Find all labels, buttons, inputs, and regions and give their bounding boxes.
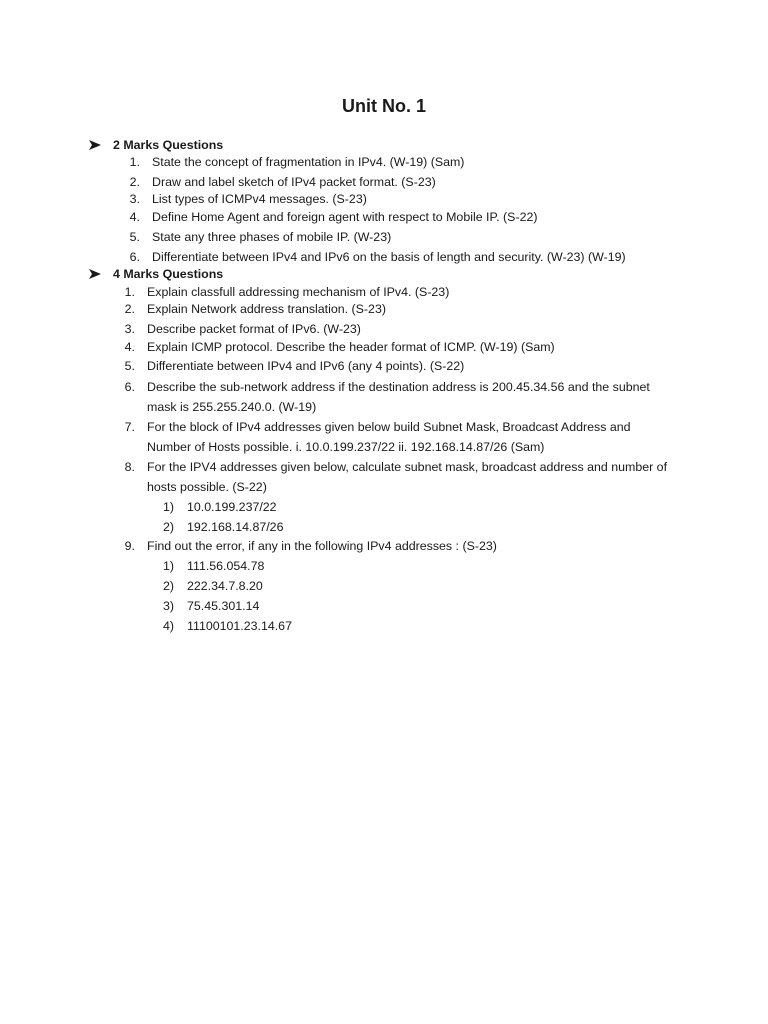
document-page: Unit No. 1 2 Marks Questions 1. State the concept of fragmentation in IPv4. (W-19) (Sam) 2. Draw and label sketch of IPv4 packet format. (S-23) 3. List types of ICMPv4 messages. (S-23) 4. Define Home Agent and foreign agent with respect to Mobile IP. (S-22) 5. State any three phases of mobile IP. (W-23) 6. Differentiate between IPv4 and IPv6 on the basis of length and security. (W-23) (W-19) 4 Marks Questions 1. Explain classfull addressing mechanism of IPv4. (S-23) 2. Explain Network address translation. (S-23) 3. Describe packet format of IPv6. (W-23) 4. Explain ICMP protocol. Describe the header format of ICMP. (W-19) (Sam) 5. Differentiate between IPv4 and IPv6 (any 4 points). (S-22) 6. Describe the sub-network address if the destination address is 200.45.34.56 and the subnet mask is 255.255.240.0. (W-19) 7. For the block of IPv4 addresses given below build Subnet Mask, Broadcast Address and Number of Hosts possible. i. 10.0.199.237/22 ii. 192.168.14.87/26 (Sam) 8. For the IPV4 addresses given below, calculate subnet mask, broadcast address and number of hosts possible. (S-22) 1) 10.0.199.237/22 2) 192.168.14.87/26 9. Find out the error, if any in the following IPv4 addresses : (S-23) 1) 111.56.054.78 2) 222.34.7.8.20 3) 75.45.301.14 4) 11100101.23.14.67 [0,0,768,1024]
page-title: Unit No. 1 [342,96,426,116]
section-heading-4-marks: 4 Marks Questions [88,265,223,283]
section-heading-2-marks: 2 Marks Questions [88,136,223,154]
arrow-bullet-icon [88,139,102,151]
arrow-bullet-icon [88,268,102,280]
